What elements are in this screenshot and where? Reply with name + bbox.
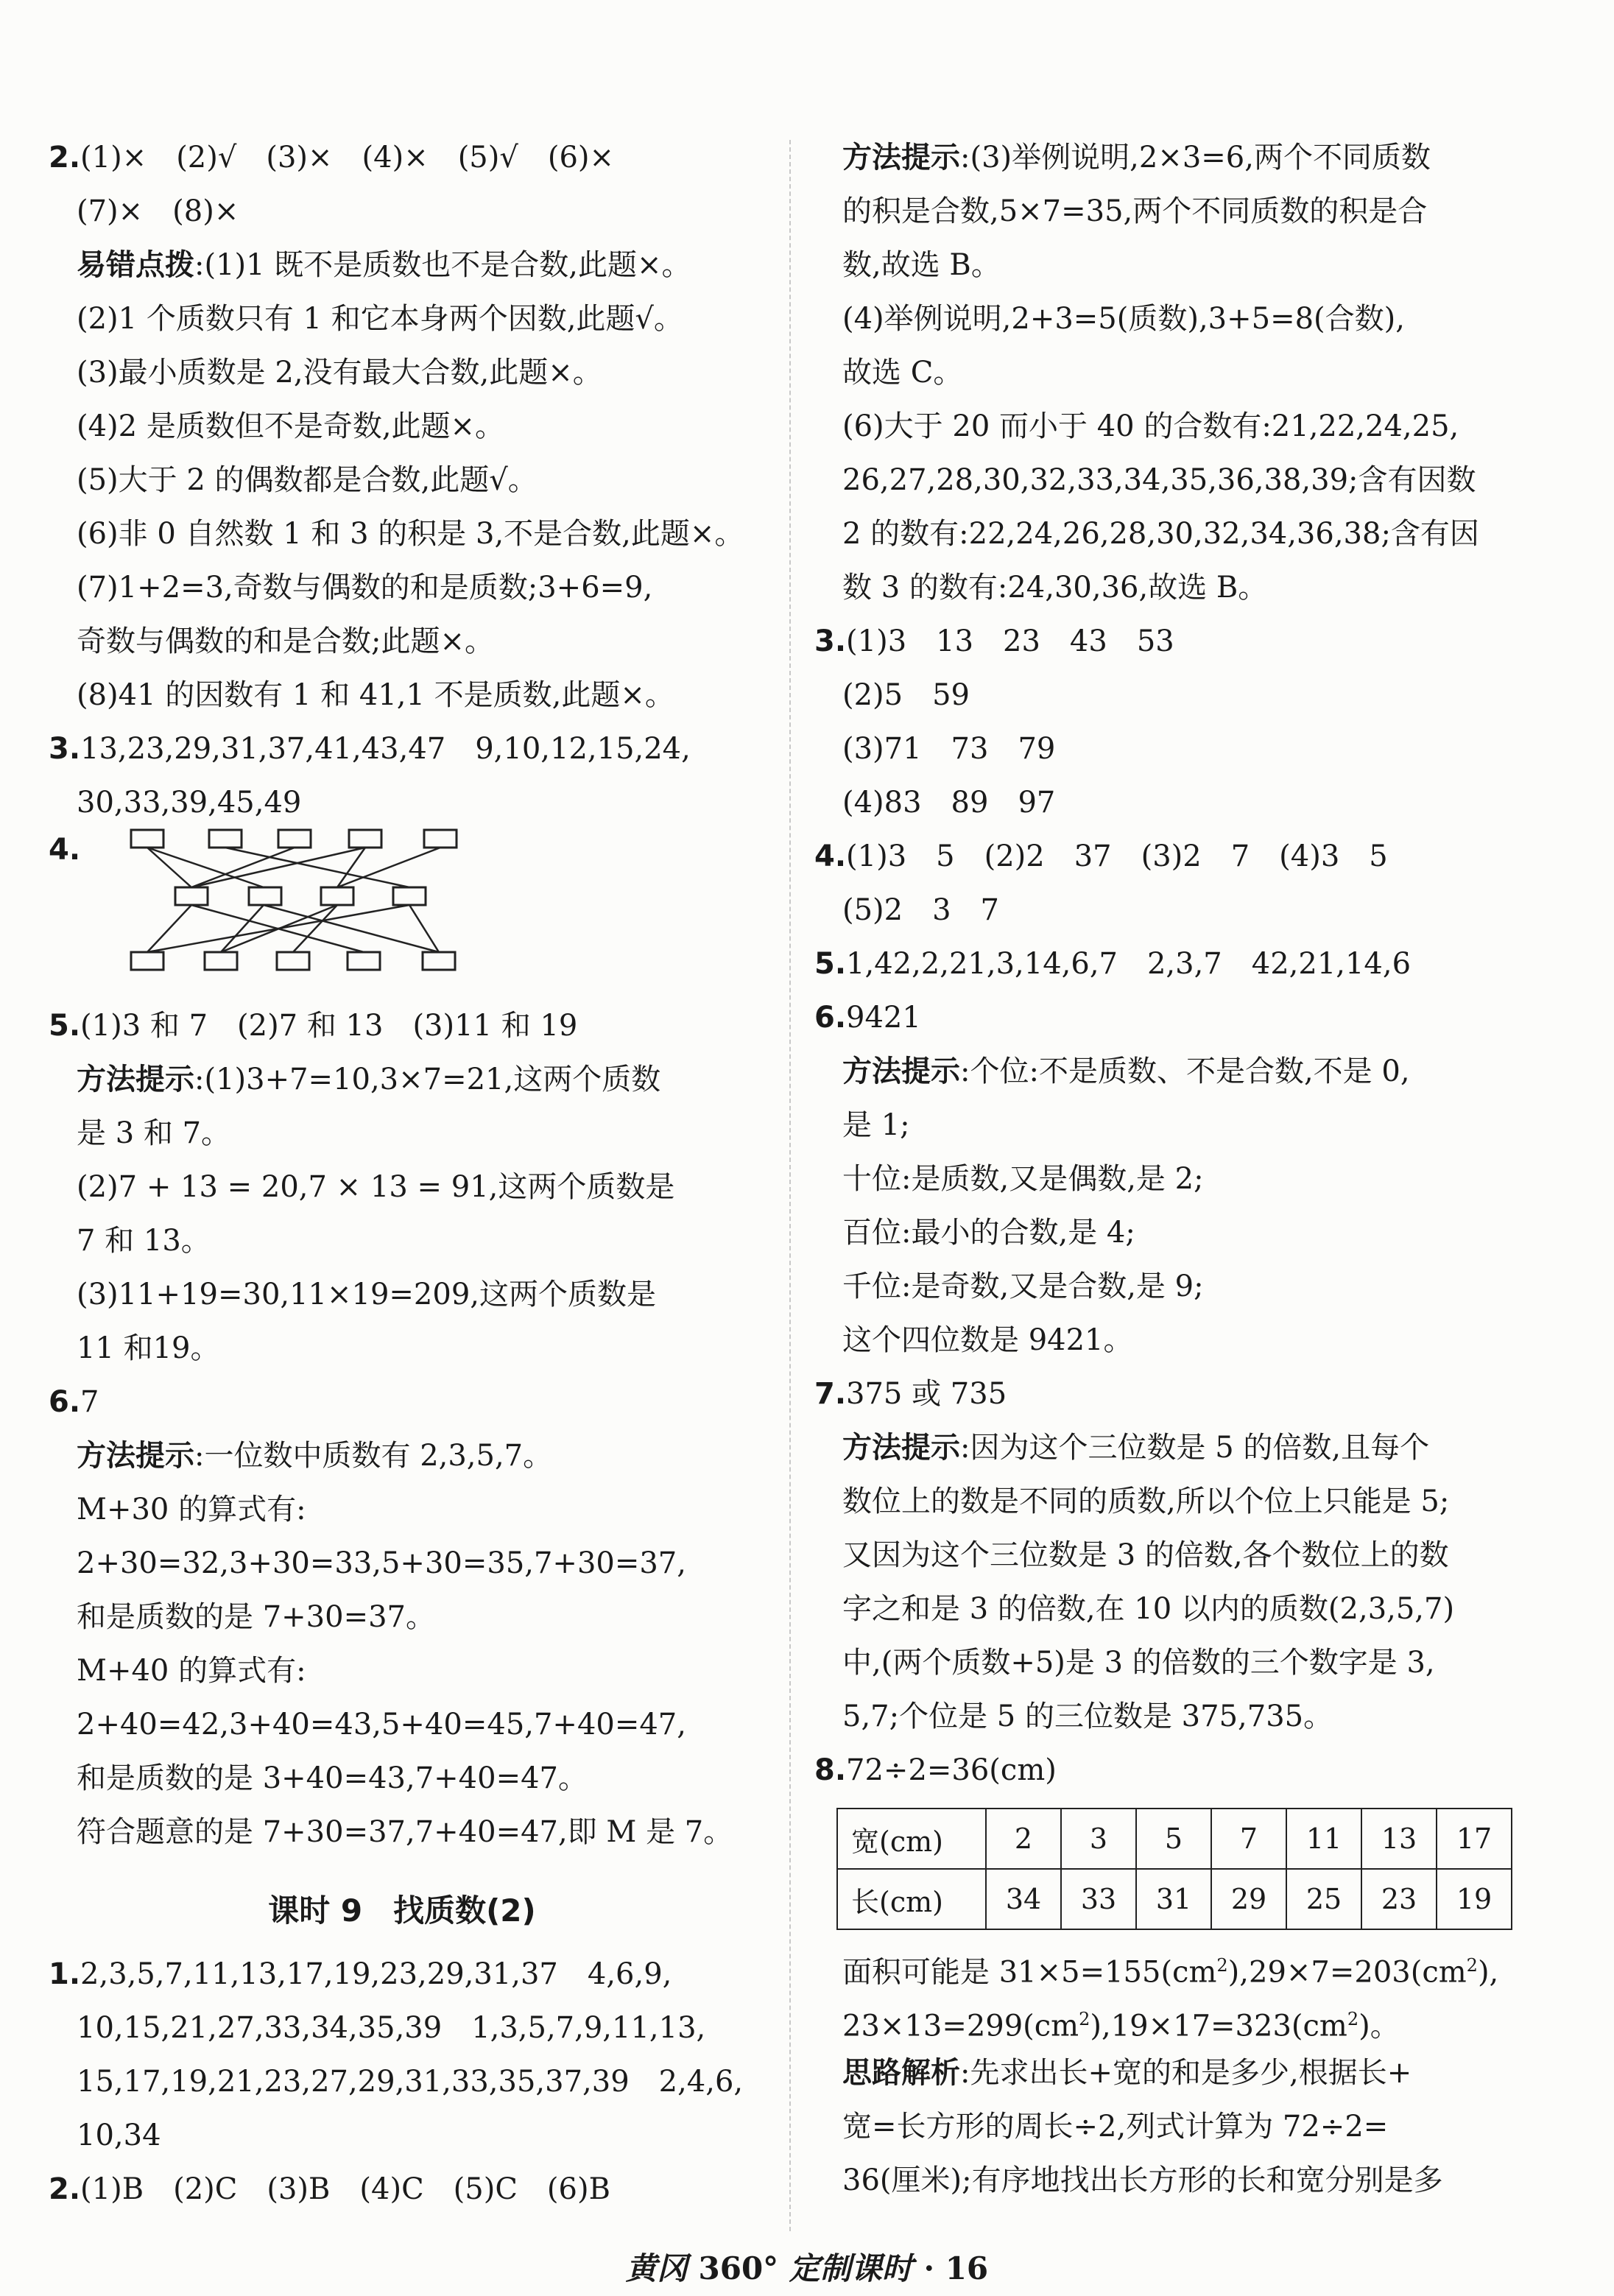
footer-dot: · bbox=[923, 2250, 935, 2286]
analysis-2: 宽=长方形的周长÷2,列式计算为 72÷2= bbox=[842, 2110, 1389, 2144]
q4-text: (1)3 5 (2)2 37 (3)2 7 (4)3 5 bbox=[846, 839, 1388, 873]
l2-q1-text: 2,3,5,7,11,13,17,19,23,29,31,37 4,6,9, bbox=[80, 1957, 672, 1991]
r-q7 bbox=[814, 1367, 1543, 1421]
l2-q1-line-2: 10,15,21,27,33,34,35,39 1,3,5,7,9,11,13, bbox=[77, 2011, 706, 2045]
dimensions-table bbox=[836, 1808, 1512, 1930]
r-tip-9: 数 3 的数有:24,30,36,故选 B。 bbox=[842, 571, 1268, 605]
r-tip-5: 故选 C。 bbox=[842, 356, 963, 390]
width-cell: 5 bbox=[1136, 1809, 1211, 1869]
r-q6-tip-6: 这个四位数是 9421。 bbox=[842, 1323, 1133, 1357]
q5-tip-1 bbox=[49, 1053, 755, 1107]
length-cell: 23 bbox=[1361, 1869, 1437, 1929]
q3-answers-1 bbox=[49, 722, 755, 776]
length-cell: 19 bbox=[1437, 1869, 1512, 1929]
bottom-box bbox=[348, 952, 380, 970]
q3-number: 3. bbox=[814, 624, 847, 658]
q6-tip-8: 符合题意的是 7+30=37,7+40=47,即 M 是 7。 bbox=[77, 1815, 733, 1849]
r-tip-7: 26,27,28,30,32,33,34,35,36,38,39;含有因数 bbox=[842, 463, 1476, 497]
footer-series: 定制课时 bbox=[789, 2250, 913, 2286]
q5-answers bbox=[49, 999, 755, 1053]
r-tip-4: (4)举例说明,2+3=5(质数),3+5=8(合数), bbox=[842, 302, 1405, 336]
footer-degrees: 360° bbox=[698, 2250, 779, 2286]
q5-tip-6: 11 和19。 bbox=[77, 1331, 220, 1365]
q3-text: 13,23,29,31,37,41,43,47 9,10,12,15,24, bbox=[80, 732, 691, 766]
area-text: )。 bbox=[1358, 2009, 1400, 2043]
q3-answers-2: 30,33,39,45,49 bbox=[77, 786, 302, 820]
area-text: ),19×17=323(cm bbox=[1090, 2009, 1347, 2043]
match-line bbox=[293, 905, 337, 952]
width-cell: 2 bbox=[986, 1809, 1061, 1869]
q2-tip-3: (3)最小质数是 2,没有最大合数,此题×。 bbox=[77, 356, 602, 390]
q4-number: 4. bbox=[814, 839, 847, 873]
square-sup: 2 bbox=[1216, 1955, 1228, 1976]
tip-label: 方法提示 bbox=[842, 1431, 960, 1465]
r-q7-tip-6: 5,7;个位是 5 的三位数是 375,735。 bbox=[842, 1700, 1333, 1733]
tip-text: :(1)1 既不是质数也不是合数,此题×。 bbox=[194, 248, 691, 282]
analysis-3: 36(厘米);有序地找出长方形的长和宽分别是多 bbox=[842, 2163, 1443, 2197]
page-footer bbox=[0, 2244, 1614, 2289]
q2-tip-2: (2)1 个质数只有 1 和它本身两个因数,此题√。 bbox=[77, 302, 683, 336]
top-box bbox=[424, 830, 457, 848]
column-divider bbox=[789, 140, 791, 2231]
q2-tip-7: (7)1+2=3,奇数与偶数的和是质数;3+6=9, bbox=[77, 571, 653, 605]
page-number: 16 bbox=[945, 2250, 989, 2286]
tip-label: 方法提示 bbox=[77, 1063, 194, 1096]
bottom-box bbox=[277, 952, 309, 970]
q5-tip-4: 7 和 13。 bbox=[77, 1224, 211, 1258]
width-cell: 3 bbox=[1061, 1809, 1136, 1869]
q5-number: 5. bbox=[814, 947, 847, 981]
q6-number: 6. bbox=[814, 1001, 847, 1035]
tip-text: :一位数中质数有 2,3,5,7。 bbox=[194, 1439, 553, 1473]
q6-tip-6: 2+40=42,3+40=43,5+40=45,7+40=47, bbox=[77, 1708, 686, 1742]
mid-box bbox=[175, 887, 208, 905]
l2-q2-number: 2. bbox=[49, 2172, 81, 2206]
r-tip-1 bbox=[814, 131, 1543, 185]
q6-tip-5: M+40 的算式有: bbox=[77, 1654, 306, 1688]
r-q4-2: (5)2 3 7 bbox=[842, 893, 1000, 927]
l2-q1-line-1 bbox=[49, 1948, 755, 2001]
r-q7-tip-1 bbox=[814, 1421, 1543, 1475]
tip-label: 方法提示 bbox=[842, 141, 960, 175]
q5-number: 5. bbox=[49, 1009, 81, 1043]
r-q3-3: (3)71 73 79 bbox=[842, 732, 1056, 766]
tip-label: 易错点拨 bbox=[77, 248, 194, 282]
area-text: 面积可能是 31×5=155(cm bbox=[842, 1955, 1217, 1990]
l2-q2-text: (1)B (2)C (3)B (4)C (5)C (6)B bbox=[80, 2172, 610, 2206]
length-cell: 31 bbox=[1136, 1869, 1211, 1929]
bottom-box bbox=[423, 952, 455, 970]
q8-number: 8. bbox=[814, 1753, 847, 1787]
q2-tip-6: (6)非 0 自然数 1 和 3 的积是 3,不是合数,此题×。 bbox=[77, 517, 744, 551]
area-text: 23×13=299(cm bbox=[842, 2009, 1079, 2043]
length-cell: 34 bbox=[986, 1869, 1061, 1929]
width-cell: 7 bbox=[1211, 1809, 1286, 1869]
tip-text: :个位:不是质数、不是合数,不是 0, bbox=[960, 1054, 1410, 1088]
q2-text: (1)× (2)√ (3)× (4)× (5)√ (6)× bbox=[80, 141, 615, 175]
length-header: 长(cm) bbox=[837, 1869, 986, 1929]
q5-tip-3: (2)7 + 13 = 20,7 × 13 = 91,这两个质数是 bbox=[77, 1170, 675, 1204]
bottom-box bbox=[205, 952, 237, 970]
q6-tip-4: 和是质数的是 7+30=37。 bbox=[77, 1600, 435, 1634]
mid-box bbox=[321, 887, 353, 905]
q5-tip-5: (3)11+19=30,11×19=209,这两个质数是 bbox=[77, 1278, 656, 1311]
match-line bbox=[147, 848, 191, 887]
q5-text: 1,42,2,21,3,14,6,7 2,3,7 42,21,14,6 bbox=[846, 947, 1412, 981]
analysis-label: 思路解析 bbox=[842, 2056, 960, 2090]
l2-q2-answers bbox=[49, 2163, 755, 2216]
mid-box bbox=[249, 887, 281, 905]
q2-tip-4: (4)2 是质数但不是奇数,此题×。 bbox=[77, 409, 505, 443]
width-row bbox=[837, 1809, 1512, 1869]
q6-tip-2: M+30 的算式有: bbox=[77, 1493, 306, 1526]
area-line-1 bbox=[814, 1939, 1543, 1993]
match-line bbox=[147, 905, 409, 952]
matching-lines-svg bbox=[78, 823, 468, 992]
length-cell: 33 bbox=[1061, 1869, 1136, 1929]
width-header: 宽(cm) bbox=[837, 1809, 986, 1869]
r-q5 bbox=[814, 937, 1543, 991]
q3-text: (1)3 13 23 43 53 bbox=[846, 624, 1174, 658]
q6-tip-1 bbox=[49, 1429, 755, 1483]
left-column bbox=[49, 131, 755, 2216]
q4-matching-diagram bbox=[49, 830, 755, 999]
top-box bbox=[349, 830, 381, 848]
right-column bbox=[814, 131, 1543, 2208]
l2-q1-line-4: 10,34 bbox=[77, 2119, 161, 2152]
l2-q1-number: 1. bbox=[49, 1957, 81, 1991]
length-cell: 25 bbox=[1286, 1869, 1361, 1929]
l2-q1-line-3: 15,17,19,21,23,27,29,31,33,35,37,39 2,4,6, bbox=[77, 2065, 744, 2099]
width-cell: 17 bbox=[1437, 1809, 1512, 1869]
top-box bbox=[131, 830, 163, 848]
width-cell: 13 bbox=[1361, 1809, 1437, 1869]
q2-tip-1 bbox=[49, 239, 755, 292]
tip-text: :(1)3+7=10,3×7=21,这两个质数 bbox=[194, 1063, 661, 1096]
r-q6-tip-4: 百位:最小的合数,是 4; bbox=[842, 1216, 1135, 1250]
q6-answer bbox=[49, 1376, 755, 1429]
length-row bbox=[837, 1869, 1512, 1929]
r-q6-tip-3: 十位:是质数,又是偶数,是 2; bbox=[842, 1162, 1204, 1196]
r-q7-tip-4: 字之和是 3 的倍数,在 10 以内的质数(2,3,5,7) bbox=[842, 1592, 1455, 1626]
q2-number: 2. bbox=[49, 141, 81, 175]
r-tip-2: 的积是合数,5×7=35,两个不同质数的积是合 bbox=[842, 194, 1428, 228]
q2-tip-9: (8)41 的因数有 1 和 41,1 不是质数,此题×。 bbox=[77, 678, 674, 712]
q2-answers-2: (7)× (8)× bbox=[77, 194, 239, 228]
r-q6-tip-1 bbox=[814, 1045, 1543, 1099]
r-q4-1 bbox=[814, 830, 1543, 884]
q6-tip-3: 2+30=32,3+30=33,5+30=35,7+30=37, bbox=[77, 1546, 686, 1580]
r-q6-tip-5: 千位:是奇数,又是合数,是 9; bbox=[842, 1270, 1204, 1303]
q4-number: 4. bbox=[49, 833, 81, 867]
r-q6 bbox=[814, 991, 1543, 1045]
lesson-title: 课时 9 找质数(2) bbox=[268, 1892, 536, 1929]
r-q3-2: (2)5 59 bbox=[842, 678, 970, 712]
r-q7-tip-5: 中,(两个质数+5)是 3 的倍数的三个数字是 3, bbox=[842, 1646, 1435, 1680]
area-line-2 bbox=[814, 1993, 1543, 2046]
tip-text: :因为这个三位数是 5 的倍数,且每个 bbox=[960, 1431, 1430, 1465]
analysis-1 bbox=[814, 2046, 1543, 2100]
square-sup: 2 bbox=[1466, 1955, 1478, 1976]
length-cell: 29 bbox=[1211, 1869, 1286, 1929]
match-line bbox=[221, 905, 264, 952]
q6-text: 7 bbox=[80, 1385, 99, 1419]
r-tip-6: (6)大于 20 而小于 40 的合数有:21,22,24,25, bbox=[842, 409, 1459, 443]
r-q6-tip-2: 是 1; bbox=[842, 1108, 910, 1142]
r-tip-8: 2 的数有:22,24,26,28,30,32,34,36,38;含有因 bbox=[842, 517, 1479, 551]
footer-brand: 黄冈 bbox=[625, 2250, 688, 2286]
tip-label: 方法提示 bbox=[842, 1054, 960, 1088]
r-tip-3: 数,故选 B。 bbox=[842, 248, 1001, 282]
q2-answers-1 bbox=[49, 131, 755, 185]
mid-box bbox=[393, 887, 426, 905]
q2-tip-5: (5)大于 2 的偶数都是合数,此题√。 bbox=[77, 463, 538, 497]
q2-tip-8: 奇数与偶数的和是合数;此题×。 bbox=[77, 624, 494, 658]
square-sup: 2 bbox=[1079, 2009, 1090, 2029]
square-sup: 2 bbox=[1347, 2009, 1359, 2029]
r-q7-tip-3: 又因为这个三位数是 3 的倍数,各个数位上的数 bbox=[842, 1538, 1449, 1572]
q6-number: 6. bbox=[49, 1385, 81, 1419]
r-q3-4: (4)83 89 97 bbox=[842, 786, 1056, 820]
analysis-text: :先求出长+宽的和是多少,根据长+ bbox=[960, 2056, 1412, 2090]
top-box bbox=[209, 830, 242, 848]
match-line bbox=[337, 848, 440, 887]
width-cell: 11 bbox=[1286, 1809, 1361, 1869]
r-q7-tip-2: 数位上的数是不同的质数,所以个位上只能是 5; bbox=[842, 1485, 1450, 1518]
bottom-box bbox=[131, 952, 163, 970]
r-q3-1 bbox=[814, 615, 1543, 669]
top-box bbox=[278, 830, 311, 848]
q8-text: 72÷2=36(cm) bbox=[846, 1753, 1057, 1787]
area-text: ), bbox=[1477, 1955, 1499, 1990]
q7-text: 375 或 735 bbox=[846, 1377, 1007, 1411]
match-line bbox=[264, 905, 439, 952]
q6-tip-7: 和是质数的是 3+40=43,7+40=47。 bbox=[77, 1761, 588, 1795]
tip-text: :(3)举例说明,2×3=6,两个不同质数 bbox=[960, 141, 1431, 175]
q7-number: 7. bbox=[814, 1377, 847, 1411]
q3-number: 3. bbox=[49, 732, 81, 766]
q5-text: (1)3 和 7 (2)7 和 13 (3)11 和 19 bbox=[80, 1009, 578, 1043]
q5-tip-2: 是 3 和 7。 bbox=[77, 1116, 231, 1150]
q6-text: 9421 bbox=[846, 1001, 921, 1035]
r-q8 bbox=[814, 1744, 1543, 1797]
tip-label: 方法提示 bbox=[77, 1439, 194, 1473]
match-line bbox=[225, 848, 409, 887]
area-text: ),29×7=203(cm bbox=[1227, 1955, 1467, 1990]
